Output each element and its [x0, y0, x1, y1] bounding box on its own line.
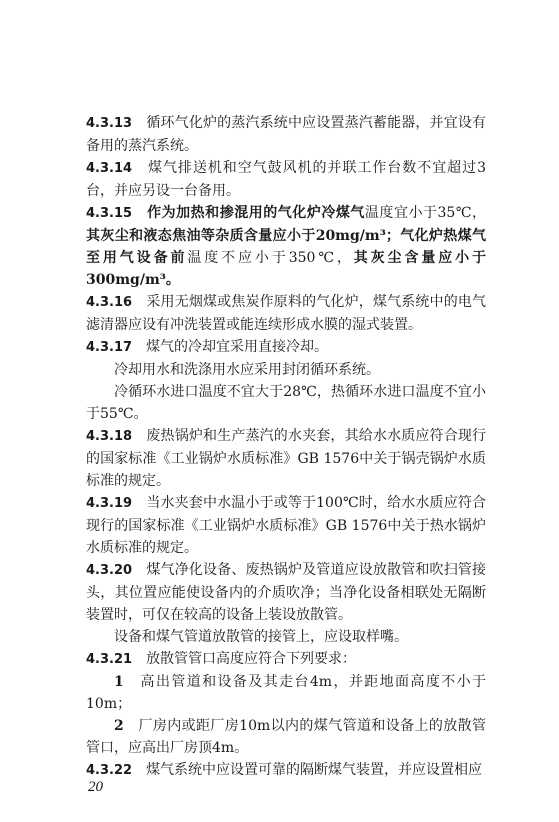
- document-body: [86, 112, 486, 782]
- clause-text: 温度不应小于350℃，: [187, 250, 354, 266]
- clause-number: 4.3.21: [86, 652, 133, 667]
- list-item: [86, 671, 486, 715]
- list-item-text: 厂房内或距厂房10m以内的煤气管道和设备上的放散管管口，应高出厂房顶4m。: [86, 718, 486, 756]
- list-item-number: 1: [114, 674, 124, 690]
- clause-number: 4.3.19: [86, 496, 133, 511]
- clause-text: 采用无烟煤或焦炭作原料的气化炉，煤气系统中的电气滤清器应设有冲洗装置或能连续形成水膜的湿式装置。: [86, 294, 487, 333]
- clause-number: 4.3.20: [86, 563, 133, 578]
- clause-text: 煤气的冷却宜采用直接冷却。: [146, 339, 329, 355]
- clause-4-3-20: [86, 559, 486, 626]
- clause-4-3-13: [86, 112, 486, 157]
- clause-text: 放散管管口高度应符合下列要求：: [146, 651, 357, 667]
- clause-text: 煤气净化设备、废热锅炉及管道应设放散管和吹扫管接头，其位置应能使设备内的介质吹净；当净化设备相联处无隔断装置时，可仅在较高的设备上装设放散管。: [86, 562, 487, 623]
- clause-text-bold: 其灰尘含量应小于300mg/m³。: [86, 250, 487, 288]
- clause-number: 4.3.17: [86, 340, 133, 355]
- clause-4-3-21: [86, 648, 486, 671]
- clause-text: 循环气化炉的蒸汽系统中应设置蒸汽蓄能器，并宜设有备用的蒸汽系统。: [86, 115, 487, 154]
- list-item: [86, 715, 486, 759]
- clause-4-3-15: [86, 202, 486, 291]
- page-number: 20: [88, 779, 103, 795]
- clause-paragraph: 冷循环水进口温度不宜大于28℃，热循环水进口温度不宜小于55℃。: [86, 384, 486, 422]
- clause-text: 温度宜小于35℃，: [364, 205, 487, 221]
- list-item-text: 高出管道和设备及其走台4m，并距地面高度不小于10m；: [86, 674, 487, 712]
- clause-4-3-16: [86, 291, 486, 336]
- clause-number: 4.3.18: [86, 429, 133, 444]
- clause-4-3-19: [86, 492, 486, 559]
- clause-4-3-22: [86, 759, 486, 782]
- clause-text: 当水夹套中水温小于或等于100℃时，给水水质应符合现行的国家标准《工业锅炉水质标准》GB 1576中关于热水锅炉水质标准的规定。: [86, 495, 486, 556]
- clause-text-bold: 作为加热和掺混用的气化炉冷煤气: [147, 205, 365, 221]
- clause-text-bold: 其灰尘和液态焦油等杂质含量应小于20mg/m³；气化炉热煤气至用气设备前: [86, 228, 486, 266]
- clause-text: 煤气系统中应设置可靠的隔断煤气装置，并应设置相应: [146, 762, 483, 778]
- clause-number: 4.3.14: [86, 161, 133, 176]
- clause-number: 4.3.16: [86, 295, 133, 310]
- clause-paragraph: 冷却用水和洗涤用水应采用封闭循环系统。: [114, 362, 380, 378]
- clause-4-3-17: [86, 336, 486, 359]
- list-item-number: 2: [114, 718, 124, 734]
- clause-number: 4.3.13: [86, 116, 133, 131]
- clause-number: 4.3.22: [86, 763, 133, 778]
- clause-4-3-18: [86, 425, 486, 492]
- clause-number: 4.3.15: [86, 206, 133, 221]
- clause-paragraph: 设备和煤气管道放散管的接管上，应设取样嘴。: [114, 629, 408, 645]
- clause-text: 废热锅炉和生产蒸汽的水夹套，其给水水质应符合现行的国家标准《工业锅炉水质标准》GB 1576中关于锅壳锅炉水质标准的规定。: [86, 428, 487, 489]
- clause-4-3-14: [86, 157, 486, 202]
- clause-text: 煤气排送机和空气鼓风机的并联工作台数不宜超过3台，并应另设一台备用。: [86, 160, 487, 199]
